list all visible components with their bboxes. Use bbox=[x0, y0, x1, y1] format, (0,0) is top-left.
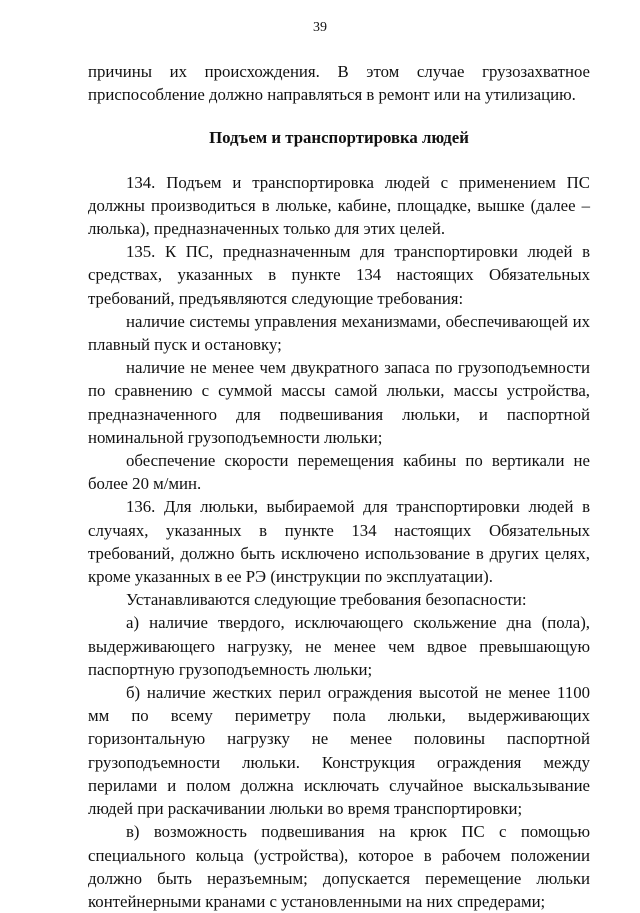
safety-item-a: а) наличие твердого, исключающего скольжение дна (пола), выдерживающего нагрузку, не менее чем вдвое превышающую паспортную грузоподъемность люльки; bbox=[88, 613, 590, 679]
paragraph-134: 134. Подъем и транспортировка людей с применением ПС должны производиться в люльке, кабине, площадке, вышке (далее – люлька), предназначенных только для этих целей. bbox=[88, 172, 590, 239]
requirement-load-reserve: наличие не менее чем двукратного запаса по грузоподъемности по сравнению с суммой массы самой люльки, массы устройства, предназначенного для подвешивания люльки, и паспортной номинальной грузоподъемности люльки; bbox=[88, 358, 590, 447]
safety-item-b: б) наличие жестких перил ограждения высотой не менее 1100 мм по всему периметру пола люльки, выдерживающих горизонтальную нагрузку не менее половины паспортной грузоподъемности люльки. Конструкция ограждения между перилами и полом должна исключать случайное выскальзывание людей при раскачивании люльки во время транспортировки; bbox=[88, 683, 590, 819]
page-number: 39 bbox=[313, 20, 327, 35]
requirement-control-system: наличие системы управления механизмами, обеспечивающей их плавный пуск и остановку; bbox=[88, 311, 590, 355]
safety-item-v: в) возможность подвешивания на крюк ПС с помощью специального кольца (устройства), которое в рабочем положении должно быть неразъемным; допускается перемещение люльки контейнерными кранами с установленными на них спредерами; bbox=[88, 822, 590, 911]
safety-requirements-intro: Устанавливаются следующие требования безопасности: bbox=[126, 590, 527, 610]
requirement-cabin-speed: обеспечение скорости перемещения кабины по вертикали не более 20 м/мин. bbox=[88, 451, 590, 494]
section-heading: Подъем и транспортировка людей bbox=[209, 128, 469, 148]
paragraph-135: 135. К ПС, предназначенным для транспортировки людей в средствах, указанных в пункте 134 настоящих Обязательных требований, предъявляются следующие требования: bbox=[88, 242, 590, 308]
paragraph-136: 136. Для люльки, выбираемой для транспортировки людей в случаях, указанных в пункте 134 настоящих Обязательных требований, должно быть исключено использование в других целях, кроме указанных в ее РЭ (инструкции по эксплуатации). bbox=[88, 497, 590, 587]
continuation-paragraph: причины их происхождения. В этом случае грузозахватное приспособление должно направляться в ремонт или на утилизацию. bbox=[88, 62, 590, 105]
document-body bbox=[88, 60, 590, 913]
